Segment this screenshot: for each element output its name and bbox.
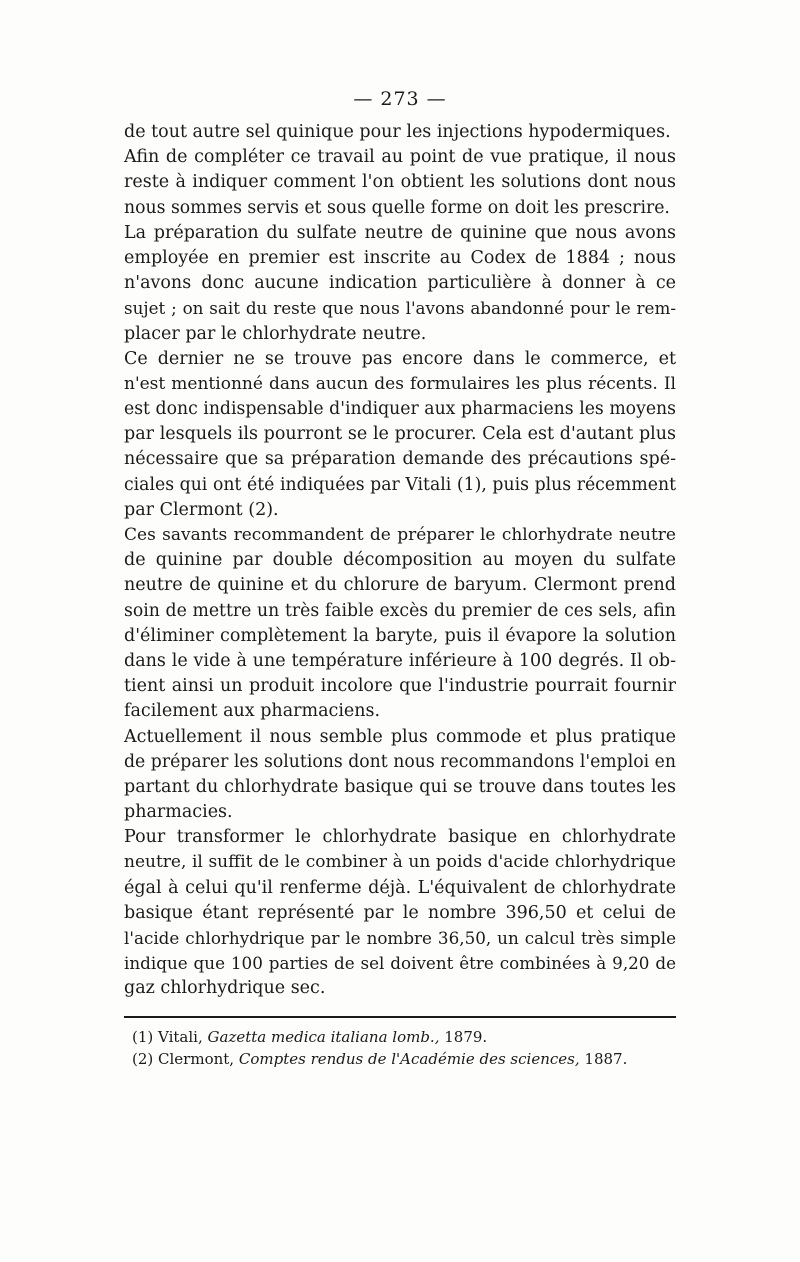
- text-line: Actuellement il nous semble plus commode et plus pratique: [124, 726, 676, 747]
- footnote-mark: (2): [132, 1050, 154, 1068]
- text-line: d'éliminer complètement la baryte, puis il évapore la solution: [124, 625, 676, 646]
- body-text: [124, 120, 676, 1002]
- text-line: placer par le chlorhydrate neutre.: [124, 323, 427, 344]
- text-line: gaz chlorhydrique sec.: [124, 978, 326, 999]
- footnotes: [132, 1026, 676, 1070]
- text-line: employée en premier est inscrite au Codex de 1884 ; nous: [124, 247, 676, 268]
- text-line: égal à celui qu'il renferme déjà. L'équivalent de chlorhydrate: [124, 877, 676, 898]
- text-line: La préparation du sulfate neutre de quinine que nous avons: [124, 222, 676, 243]
- footnote-year: 1879.: [444, 1028, 488, 1046]
- text-line: nous sommes servis et sous quelle forme on doit les prescrire.: [124, 197, 670, 218]
- page-number: — 273 —: [353, 88, 447, 110]
- text-line: Afin de compléter ce travail au point de vue pratique, il nous: [124, 147, 676, 168]
- text-line: basique étant représenté par le nombre 396,50 et celui de: [124, 902, 676, 923]
- text-line: neutre, il suffit de le combiner à un poids d'acide chlorhydrique: [124, 852, 676, 873]
- text-line: Ce dernier ne se trouve pas encore dans le commerce, et: [124, 348, 676, 369]
- text-line: nécessaire que sa préparation demande des précautions spé-: [124, 449, 676, 470]
- footnote-source: Comptes rendus de l'Académie des sciences,: [238, 1050, 580, 1068]
- text-line: n'est mentionné dans aucun des formulaires les plus récents. Il: [124, 373, 676, 394]
- footnote-rule: [124, 1016, 676, 1018]
- footnote: [132, 1048, 676, 1070]
- footnote-mark: (1): [132, 1028, 154, 1046]
- text-line: dans le vide à une température inférieure à 100 degrés. Il ob-: [124, 650, 676, 671]
- text-line: neutre de quinine et du chlorure de baryum. Clermont prend: [124, 575, 676, 596]
- text-line: pharmacies.: [124, 802, 233, 823]
- text-line: sujet ; on sait du reste que nous l'avons abandonné pour le rem-: [124, 298, 676, 319]
- text-line: tient ainsi un produit incolore que l'industrie pourrait fournir: [124, 676, 676, 697]
- footnote-author: Vitali,: [158, 1028, 203, 1046]
- text-line: de quinine par double décomposition au moyen du sulfate: [124, 550, 676, 571]
- footnote-year: 1887.: [584, 1050, 628, 1068]
- footnote: [132, 1026, 676, 1048]
- text-line: Pour transformer le chlorhydrate basique en chlorhydrate: [124, 827, 676, 848]
- text-line: ciales qui ont été indiquées par Vitali (1), puis plus récemment: [124, 474, 676, 495]
- text-line: l'acide chlorhydrique par le nombre 36,50, un calcul très simple: [124, 928, 676, 948]
- text-line: de tout autre sel quinique pour les injections hypodermiques.: [124, 122, 671, 142]
- text-line: reste à indiquer comment l'on obtient les solutions dont nous: [124, 172, 676, 193]
- text-line: Ces savants recommandent de préparer le chlorhydrate neutre: [124, 525, 676, 545]
- text-line: partant du chlorhydrate basique qui se trouve dans toutes les: [124, 776, 676, 797]
- text-line: indique que 100 parties de sel doivent être combinées à 9,20 de: [124, 953, 676, 974]
- text-line: par Clermont (2).: [124, 499, 279, 520]
- text-line: par lesquels ils pourront se le procurer. Cela est d'autant plus: [124, 424, 676, 445]
- text-line: de préparer les solutions dont nous recommandons l'emploi en: [124, 751, 676, 772]
- text-line: soin de mettre un très faible excès du premier de ces sels, afin: [124, 600, 676, 621]
- text-line: facilement aux pharmaciens.: [124, 701, 381, 722]
- text-line: est donc indispensable d'indiquer aux pharmaciens les moyens: [124, 399, 676, 420]
- footnote-author: Clermont,: [158, 1050, 235, 1068]
- footnote-source: Gazetta medica italiana lomb.,: [207, 1028, 440, 1046]
- text-line: n'avons donc aucune indication particulière à donner à ce: [124, 273, 676, 294]
